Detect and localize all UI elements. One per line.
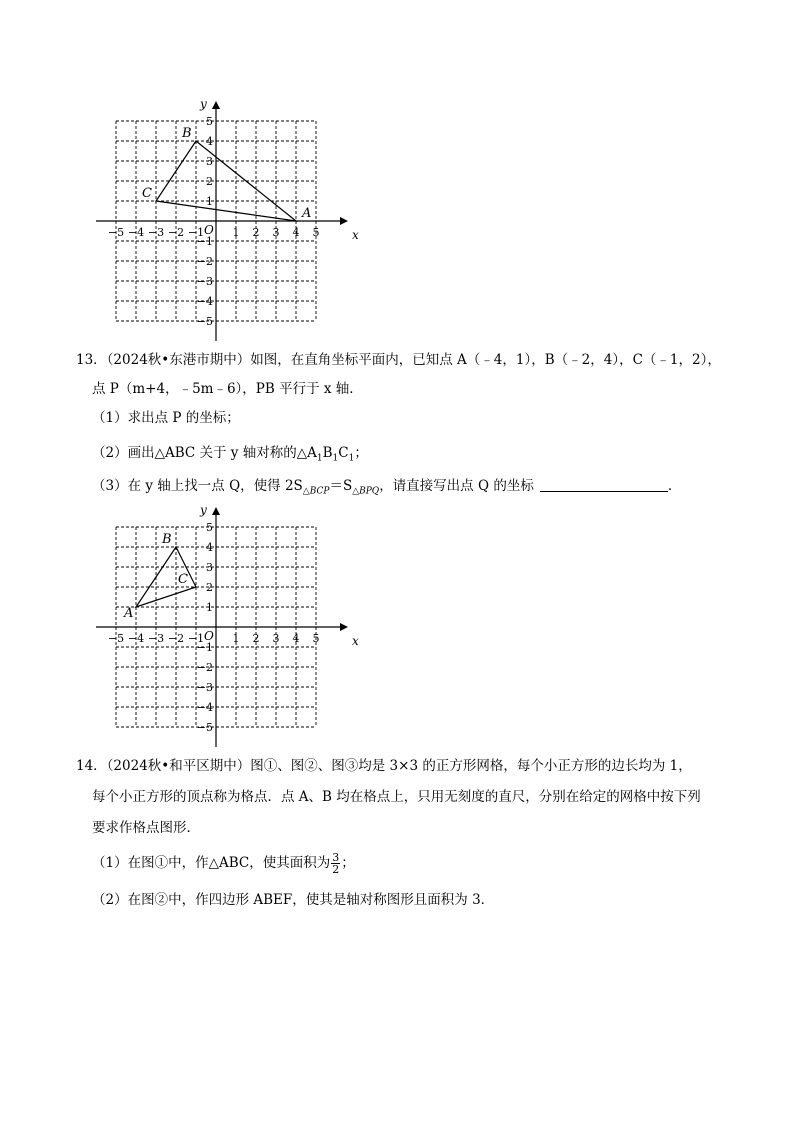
fraction-denominator: 2: [332, 863, 340, 876]
fig2-x-tick-label: −2: [167, 632, 185, 645]
fig1-x-tick-label: 4: [292, 226, 300, 239]
q14-sub-2: [0, 889, 794, 911]
fraction-numerator: 3: [332, 851, 340, 864]
fig2-x-tick-label: 3: [272, 632, 280, 645]
fig2-y-tick-label: 1: [206, 601, 213, 614]
fig2-y-tick-label: −4: [196, 701, 213, 714]
q13-line-1: [0, 349, 794, 371]
fig1-x-axis-label: x: [352, 228, 359, 242]
fig1-y-tick-label: 2: [206, 175, 213, 188]
fig1-y-axis-label: y: [200, 97, 207, 111]
q13-sub-2-sub-a: 1: [316, 453, 323, 464]
fig2-origin-label: O: [204, 629, 214, 643]
fig2-y-tick-label: 3: [206, 561, 213, 574]
q14-source: （2024秋•和平区期中）: [106, 758, 251, 774]
fig2-vertex-label-c: C: [178, 572, 188, 587]
q14-line-3: [0, 817, 794, 839]
q13-sub-3-prefix: （3）在 y 轴上找一点 Q，使得 2S: [92, 478, 303, 494]
fig2-y-tick-label: 2: [206, 581, 213, 594]
fig2-x-tick-label: −3: [147, 632, 165, 645]
answer-blank[interactable]: [540, 477, 668, 492]
fig1-x-tick-label: −3: [147, 226, 165, 239]
coordinate-grid-figure-1: [90, 95, 359, 345]
q13-sub-3-end: ．: [667, 478, 682, 494]
fig1-y-axis-arrow-icon: [212, 101, 220, 109]
fig2-y-tick-label: −1: [196, 641, 213, 654]
q14-sub-1: [0, 852, 794, 875]
fig2-y-tick-label: −5: [196, 721, 213, 734]
coordinate-grid-figure-2: [90, 501, 359, 751]
fig2-y-tick-label: 4: [206, 541, 213, 554]
fig2-y-axis-label: y: [200, 503, 207, 517]
fig2-x-tick-label: −5: [107, 632, 125, 645]
q14-line-1: [0, 755, 794, 777]
q13-source: （2024秋•东港市期中）: [106, 352, 251, 368]
q14-text-1: 图①、图②、图③均是 3×3 的正方形网格，每个小正方形的边长均为 1，: [250, 758, 692, 774]
q13-sub-2: [0, 442, 794, 470]
q13-sub-3: [0, 475, 794, 503]
fig1-x-tick-label: −2: [167, 226, 185, 239]
fig1-vertex-label-b: B: [182, 126, 192, 141]
fig1-x-tick-label: 1: [232, 226, 240, 239]
fig2-y-tick-label: −3: [196, 681, 213, 694]
fig1-x-tick-label: −1: [187, 226, 205, 239]
q14-sub-1-prefix: （1）在图①中，作△ABC，使其面积为: [92, 855, 331, 871]
q13-text-2: 点 P（m+4，﹣5m﹣6），PB 平行于 x 轴．: [92, 381, 363, 397]
fig1-y-tick-label: −2: [196, 255, 213, 268]
fig1-y-tick-label: −4: [196, 295, 213, 308]
fig1-y-tick-label: 1: [206, 195, 213, 208]
q14-text-2: 每个小正方形的顶点称为格点．点 A、B 均在格点上，只用无刻度的直尺，分别在给定的网格中按下列: [92, 789, 701, 805]
fig2-y-tick-label: −2: [196, 661, 213, 674]
fig2-x-tick-label: −1: [187, 632, 205, 645]
fig1-x-tick-label: −4: [127, 226, 145, 239]
q13-sub-2-sub-c: 1: [348, 453, 355, 464]
fig1-origin-label: O: [204, 223, 214, 237]
q13-sub-3-suffix: ，请直接写出点 Q 的坐标: [379, 478, 534, 494]
q13-sub-3-eq: ＝S: [329, 478, 353, 494]
q14-number: 14．: [76, 758, 107, 774]
fig2-y-axis-arrow-icon: [212, 507, 220, 515]
fig2-vertex-label-a: A: [124, 606, 134, 621]
q13-sub-3-sub-2: △BPQ: [352, 486, 380, 497]
fig2-x-tick-label: 1: [232, 632, 240, 645]
fig1-y-tick-label: −5: [196, 315, 213, 328]
fig2-y-tick-label: 5: [206, 521, 213, 534]
q14-text-3: 要求作格点图形．: [92, 820, 200, 836]
fig2-x-tick-label: 5: [312, 632, 320, 645]
fig1-y-tick-label: 3: [206, 155, 213, 168]
q13-sub-1: [0, 407, 794, 429]
fig2-x-axis-label: x: [352, 634, 359, 648]
fig1-x-tick-label: 3: [272, 226, 280, 239]
fig2-vertex-label-b: B: [162, 532, 172, 547]
q13-sub-2-b: B: [322, 445, 333, 461]
fraction-three-halves: [331, 852, 340, 875]
q13-sub-2-end: ；: [354, 445, 368, 461]
q13-sub-2-prefix: （2）画出△ABC 关于 y 轴对称的△A: [92, 445, 317, 461]
q13-line-2: [0, 378, 794, 400]
q14-sub-1-end: ；: [341, 855, 355, 871]
fig2-x-axis-arrow-icon: [340, 623, 348, 631]
fig1-vertex-label-a: A: [302, 206, 312, 221]
q14-sub-2-text: （2）在图②中，作四边形 ABEF，使其是轴对称图形且面积为 3．: [92, 892, 495, 908]
fig1-x-tick-label: 2: [252, 226, 260, 239]
fig1-y-tick-label: −3: [196, 275, 213, 288]
q14-line-2: [0, 786, 794, 808]
fig2-x-tick-label: 4: [292, 632, 300, 645]
q13-number: 13．: [76, 352, 107, 368]
q13-sub-2-c: C: [338, 445, 349, 461]
fig2-x-tick-label: −4: [127, 632, 145, 645]
q13-text-1: 如图，在直角坐标平面内，已知点 A（﹣4，1），B（﹣2，4），C（﹣1，2），: [250, 352, 721, 368]
fig1-y-tick-label: −1: [196, 235, 213, 248]
q13-sub-2-sub-b: 1: [332, 453, 339, 464]
q13-sub-3-sub-1: △BCP: [302, 486, 330, 497]
q13-sub-1-text: （1）求出点 P 的坐标；: [92, 410, 240, 426]
fig1-x-axis-arrow-icon: [340, 217, 348, 225]
fig1-y-tick-label: 5: [206, 115, 213, 128]
fig1-vertex-label-c: C: [142, 186, 152, 201]
fig1-x-tick-label: 5: [312, 226, 320, 239]
fig2-x-tick-label: 2: [252, 632, 260, 645]
fig1-y-tick-label: 4: [206, 135, 213, 148]
fig1-x-tick-label: −5: [107, 226, 125, 239]
